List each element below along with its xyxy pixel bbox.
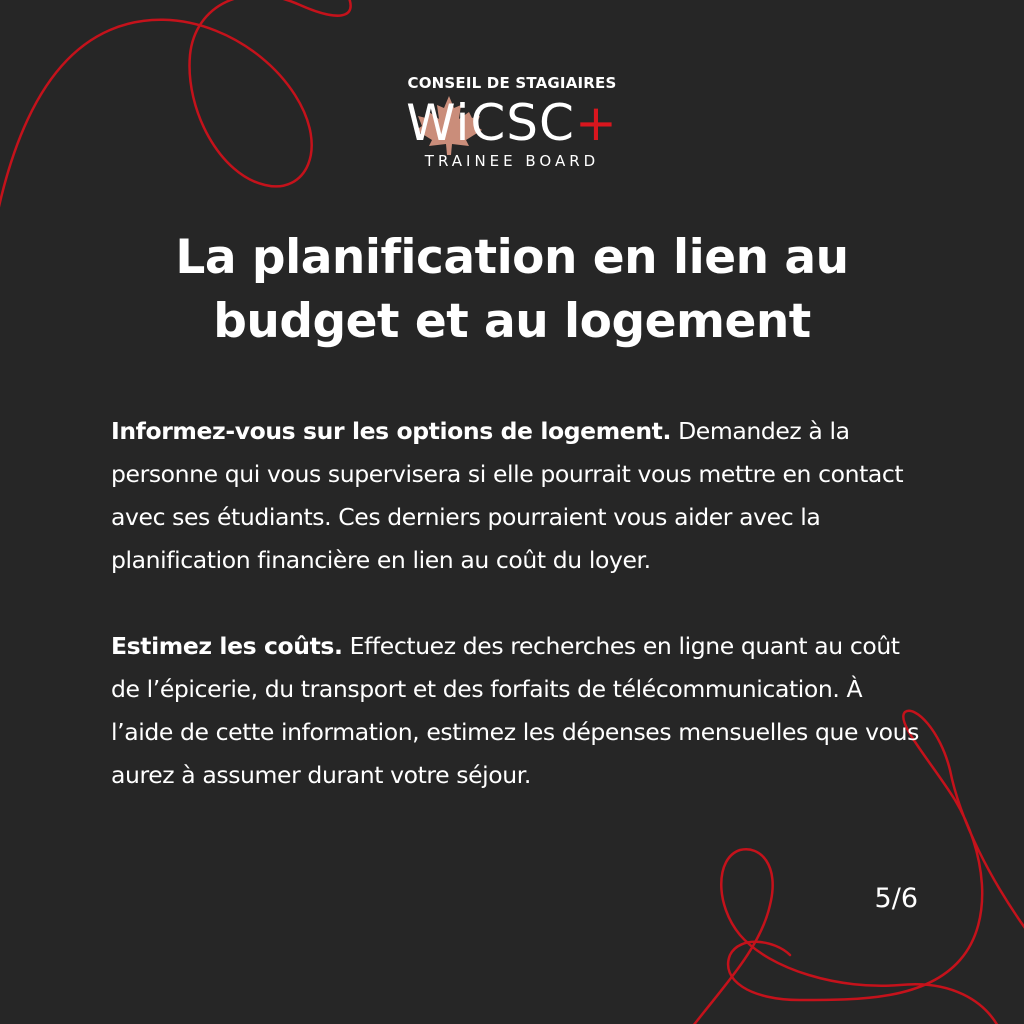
paragraph-housing [111, 410, 931, 582]
logo-mark [392, 92, 632, 154]
page-number: 5/6 [874, 883, 918, 914]
paragraph-costs-lead: Estimez les coûts. [111, 632, 343, 660]
body-content [111, 410, 931, 840]
page-title [60, 226, 964, 354]
title-line-1: La planification en lien au [175, 230, 849, 285]
logo-name-white: WiCSC [406, 94, 575, 152]
logo-name-red: + [574, 94, 618, 152]
paragraph-costs-text: Effectuez des recherches en ligne quant au coût de l’épicerie, du transport et des forfaits de télécommunication. À l’aide de cette information, estimez les dépenses mensuelles que vous aurez à assumer durant votre séjour. [111, 632, 919, 789]
title-line-2: budget et au logement [213, 294, 811, 349]
logo-bottom-text: TRAINEE BOARD [424, 152, 600, 170]
logo-top-text: CONSEIL DE STAGIAIRES [407, 74, 617, 92]
wicsc-logo [0, 74, 1024, 184]
paragraph-housing-lead: Informez-vous sur les options de logement. [111, 417, 672, 445]
logo-wordmark [392, 94, 632, 152]
paragraph-housing-text: Demandez à la personne qui vous supervisera si elle pourrait vous mettre en contact avec ses étudiants. Ces derniers pourraient vous aider avec la planification financière en lien au coût du loyer. [111, 417, 904, 574]
paragraph-costs [111, 625, 931, 797]
